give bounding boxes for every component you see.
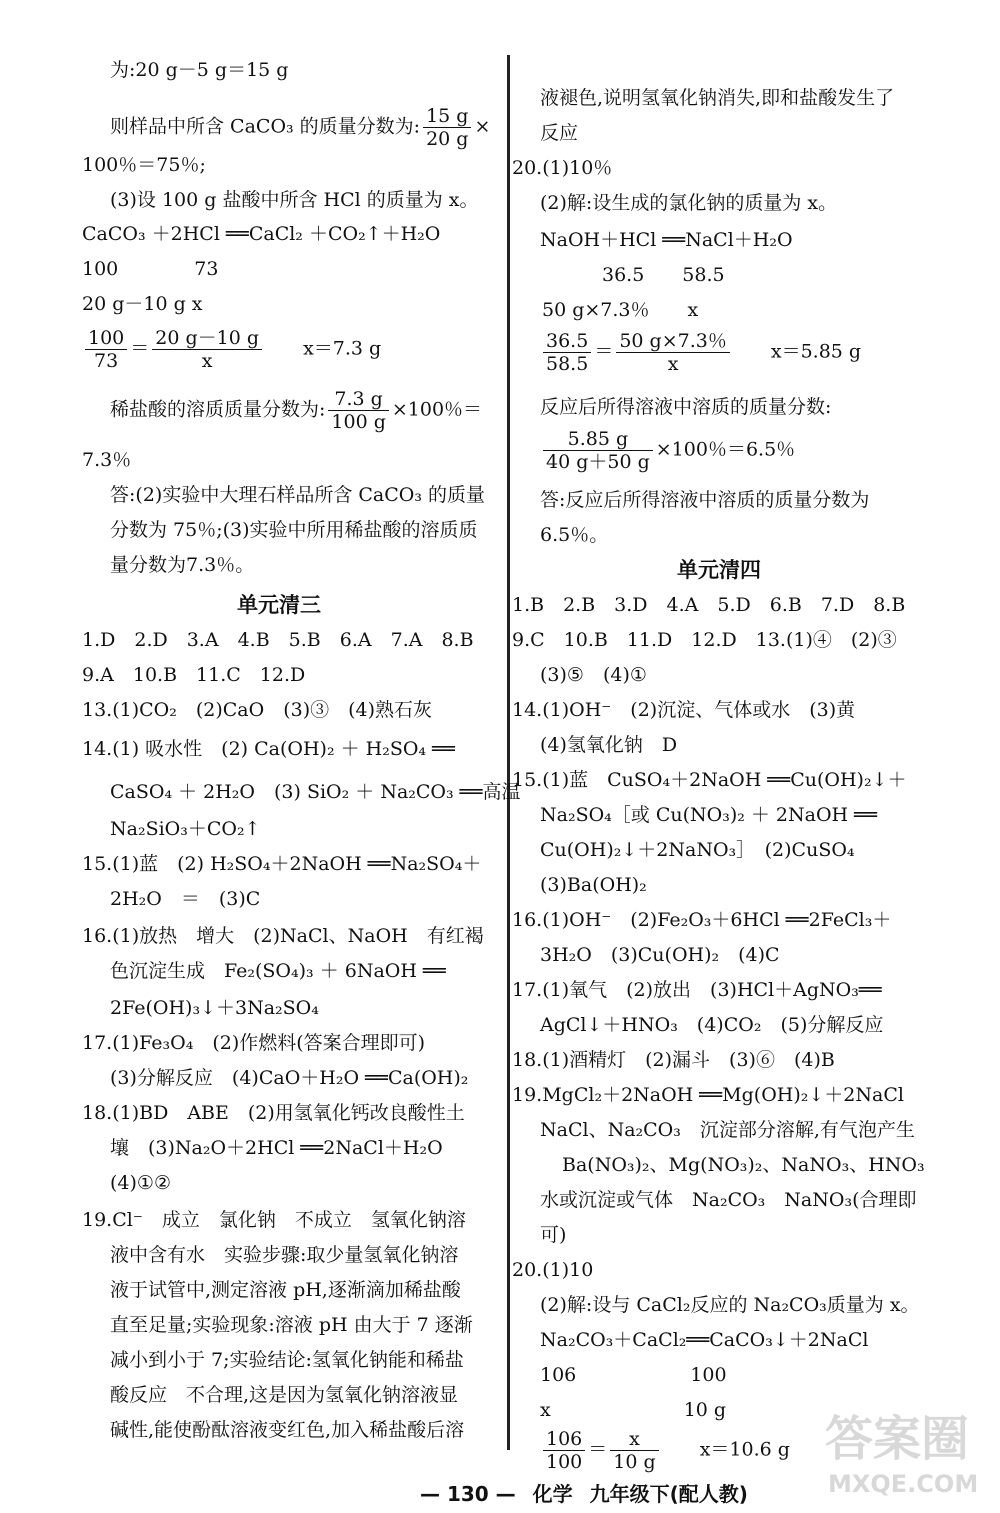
denominator: 73: [94, 350, 119, 372]
text-line: 50 g×7.3％ x: [542, 299, 699, 321]
denominator: 10 g: [613, 1451, 656, 1473]
answer-line: Cu(OH)₂↓＋2NaNO₃］ (2)CuSO₄: [540, 839, 855, 861]
numerator: 106: [543, 1428, 585, 1451]
numerator: 20 g－10 g: [152, 327, 262, 350]
answer-line: 14.(1) 吸水性 (2) Ca(OH)₂ ＋ H₂SO₄ ══: [82, 738, 455, 760]
text-line: 106 100: [540, 1364, 727, 1386]
answer-line: 2H₂O ＝ (3)C: [110, 888, 261, 910]
numerator: 15 g: [423, 105, 471, 128]
answer-line: 色沉淀生成 Fe₂(SO₄)₃ ＋ 6NaOH ══: [110, 960, 446, 982]
answer-line: 直至足量;实验现象:溶液 pH 由大于 7 逐渐: [110, 1314, 473, 1336]
answer-line: 2Fe(OH)₃↓＋3Na₂SO₄: [110, 997, 319, 1019]
fraction: [543, 1428, 585, 1473]
text-line: 7.3％: [82, 449, 132, 471]
text: ＝: [588, 1438, 608, 1461]
answer-line: 可): [540, 1224, 567, 1246]
fraction-line: [110, 388, 482, 433]
numerator: 36.5: [543, 330, 591, 353]
numerator: x: [610, 1428, 658, 1451]
numerator: 50 g×7.3％: [616, 330, 730, 353]
subject-label: 化学: [532, 1482, 573, 1506]
section-heading: 单元清四: [677, 558, 761, 582]
column-divider: [507, 55, 510, 1450]
text: x＝5.85 g: [770, 340, 862, 363]
answer-line: NaCl、Na₂CO₃ 沉淀部分溶解,有气泡产生: [540, 1119, 915, 1141]
fraction: [610, 1428, 658, 1473]
text-line: x 10 g: [540, 1399, 727, 1421]
text: ＝: [130, 337, 150, 360]
answer-line: 14.(1)OH⁻ (2)沉淀、气体或水 (3)黄: [512, 699, 856, 721]
fraction-line: [540, 428, 795, 473]
answer-line: (3)分解反应 (4)CaO＋H₂O ══Ca(OH)₂: [110, 1067, 469, 1089]
answer-line: 1.B 2.B 3.D 4.A 5.D 6.B 7.D 8.B: [512, 594, 906, 616]
watermark-logo: [820, 1400, 990, 1510]
equation-line: CaCO₃ ＋2HCl ══CaCl₂ ＋CO₂↑＋H₂O: [82, 223, 441, 245]
watermark-text: 答案圈: [825, 1411, 970, 1467]
answer-line: 13.(1)CO₂ (2)CaO (3)③ (4)熟石灰: [82, 699, 433, 721]
text-line: 反应后所得溶液中溶质的质量分数:: [540, 396, 832, 418]
answer-line: 液于试管中,测定溶液 pH,逐渐滴加稀盐酸: [110, 1279, 461, 1301]
page-number: — 130 —: [420, 1482, 516, 1506]
answer-line: 3H₂O (3)Cu(OH)₂ (4)C: [540, 944, 780, 966]
fraction: [543, 428, 653, 473]
answer-line: 15.(1)蓝 CuSO₄＋2NaOH ══Cu(OH)₂↓＋: [512, 769, 907, 791]
text: 稀盐酸的溶质质量分数为:: [110, 398, 326, 421]
answer-line: 壤 (3)Na₂O＋2HCl ══2NaCl＋H₂O: [110, 1137, 443, 1159]
answer-line: 碱性,能使酚酞溶液变红色,加入稀盐酸后溶: [110, 1419, 465, 1441]
grade-label: 九年级下(配人教): [589, 1482, 748, 1506]
text-line: 反应: [540, 122, 579, 144]
text-line: (3)设 100 g 盐酸中所含 HCl 的质量为 x。: [110, 189, 479, 211]
fraction: [152, 327, 262, 372]
text: ×: [474, 115, 491, 138]
answer-line: 16.(1)放热 增大 (2)NaCl、NaOH 有红褐: [82, 925, 484, 947]
answer-line: 16.(1)OH⁻ (2)Fe₂O₃＋6HCl ══2FeCl₃＋: [512, 909, 892, 931]
answer-line: 酸反应 不合理,这是因为氢氧化钠溶液显: [110, 1384, 459, 1406]
answer-line: (3)⑤ (4)①: [540, 664, 647, 686]
text-line: 答:(2)实验中大理石样品所含 CaCO₃ 的质量: [110, 484, 485, 506]
answer-line: (4)氢氧化钠 D: [540, 734, 678, 756]
denominator: 100 g: [331, 411, 386, 433]
fraction: [543, 330, 591, 375]
text: ×100％＝6.5％: [655, 438, 796, 461]
answer-line: 液中含有水 实验步骤:取少量氢氧化钠溶: [110, 1244, 459, 1266]
answer-line: 18.(1)酒精灯 (2)漏斗 (3)⑥ (4)B: [512, 1049, 835, 1071]
answer-line: 19.Cl⁻ 成立 氯化钠 不成立 氢氧化钠溶: [82, 1209, 466, 1231]
denominator: 100: [546, 1451, 583, 1473]
text-line: (2)解:设生成的氯化钠的质量为 x。: [540, 192, 838, 214]
answer-line: 1.D 2.D 3.A 4.B 5.B 6.A 7.A 8.B: [82, 629, 474, 651]
answer-line: Na₂SO₄［或 Cu(NO₃)₂ ＋ 2NaOH ══: [540, 804, 878, 826]
denominator: 40 g＋50 g: [546, 451, 650, 473]
answer-line: CaSO₄ ＋ 2H₂O (3) SiO₂ ＋ Na₂CO₃ ══高温: [110, 781, 521, 803]
fraction-line: [82, 327, 381, 372]
text-line: 20 g－10 g x: [82, 293, 203, 315]
answer-line: (4)①②: [110, 1172, 171, 1194]
text-line: 36.5 58.5: [602, 264, 725, 286]
denominator: x: [201, 350, 213, 372]
text-line: 答:反应后所得溶液中溶质的质量分数为: [540, 489, 870, 511]
answer-line: 20.(1)10: [512, 1259, 594, 1281]
answer-line: 减小到小于 7;实验结论:氢氧化钠能和稀盐: [110, 1349, 464, 1371]
fraction: [85, 327, 127, 372]
text: 则样品中所含 CaCO₃ 的质量分数为:: [110, 115, 421, 138]
answer-line: Na₂SiO₃＋CO₂↑: [110, 818, 261, 840]
watermark-url: MXQE.COM: [828, 1470, 979, 1498]
answer-line: 17.(1)氧气 (2)放出 (3)HCl＋AgNO₃══: [512, 979, 882, 1001]
denominator: 58.5: [546, 353, 589, 375]
answer-line: 9.A 10.B 11.C 12.D: [82, 664, 306, 686]
answer-line: AgCl↓＋HNO₃ (4)CO₂ (5)分解反应: [540, 1014, 884, 1036]
answer-line: Ba(NO₃)₂、Mg(NO₃)₂、NaNO₃、HNO₃: [562, 1154, 925, 1176]
page-footer: [420, 1478, 758, 1507]
text-line: 100 73: [82, 258, 219, 280]
fraction-line: [540, 1428, 790, 1473]
text-line: 液褪色,说明氢氧化钠消失,即和盐酸发生了: [540, 87, 895, 109]
answer-line: 20.(1)10％: [512, 157, 613, 179]
text-line: 为:20 g－5 g＝15 g: [110, 59, 289, 81]
text-line: 6.5％。: [540, 524, 609, 546]
text: x＝7.3 g: [303, 337, 382, 360]
numerator: 7.3 g: [328, 388, 388, 411]
text: x＝10.6 g: [699, 1438, 790, 1461]
numerator: 5.85 g: [543, 428, 653, 451]
text-line: 100％＝75％;: [82, 154, 206, 176]
answer-line: 水或沉淀或气体 Na₂CO₃ NaNO₃(合理即: [540, 1189, 917, 1211]
fraction-line: [110, 105, 490, 150]
equation-line: NaOH＋HCl ══NaCl＋H₂O: [540, 229, 793, 251]
text-line: 分数为 75％;(3)实验中所用稀盐酸的溶质质: [110, 519, 478, 541]
text: ×100％＝: [391, 398, 483, 421]
answer-line: 15.(1)蓝 (2) H₂SO₄＋2NaOH ══Na₂SO₄＋: [82, 853, 482, 875]
fraction: [423, 105, 471, 150]
fraction: [328, 388, 388, 433]
answer-line: (3)Ba(OH)₂: [540, 874, 647, 896]
fraction-line: [540, 330, 861, 375]
fraction: [616, 330, 730, 375]
section-heading: 单元清三: [237, 593, 321, 617]
text-line: (2)解:设与 CaCl₂反应的 Na₂CO₃质量为 x。: [540, 1294, 920, 1316]
answer-line: 19.MgCl₂＋2NaOH ══Mg(OH)₂↓＋2NaCl: [512, 1084, 904, 1106]
numerator: 100: [85, 327, 127, 350]
text-line: 量分数为7.3％。: [110, 554, 255, 576]
answer-line: 17.(1)Fe₃O₄ (2)作燃料(答案合理即可): [82, 1032, 426, 1054]
answer-line: 18.(1)BD ABE (2)用氢氧化钙改良酸性土: [82, 1102, 465, 1124]
equation-line: Na₂CO₃＋CaCl₂══CaCO₃↓＋2NaCl: [540, 1329, 869, 1351]
denominator: x: [667, 353, 679, 375]
text: ＝: [594, 340, 614, 363]
answer-line: 9.C 10.B 11.D 12.D 13.(1)④ (2)③: [512, 629, 897, 651]
denominator: 20 g: [426, 128, 469, 150]
